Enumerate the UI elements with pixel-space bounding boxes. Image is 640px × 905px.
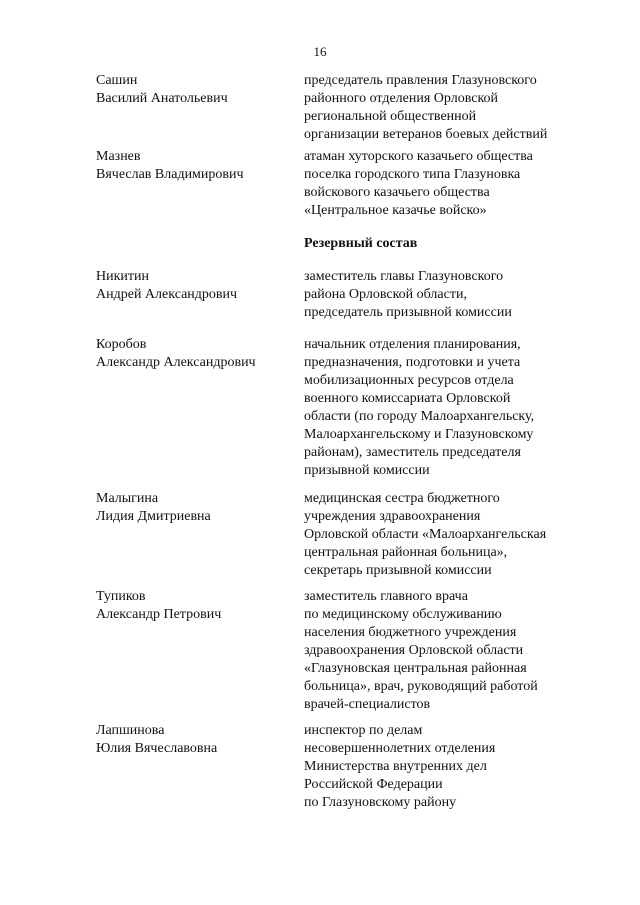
member-given-name: Василий Анатольевич bbox=[96, 91, 228, 106]
member-name bbox=[96, 148, 296, 184]
member-surname: Никитин bbox=[96, 269, 149, 284]
member-name bbox=[96, 588, 296, 624]
member-role: заместитель главного врача по медицинскому обслуживанию населения бюджетного учреждения здравоохранения Орловской области «Глазуновская центральная районная больница», врач, руководящий работой врачей-специалистов bbox=[304, 589, 538, 712]
member-role: председатель правления Глазуновского районного отделения Орловской региональной общественной организации ветеранов боевых действий bbox=[304, 73, 548, 142]
member-surname: Мазнев bbox=[96, 149, 141, 164]
member-surname: Малыгина bbox=[96, 491, 159, 506]
member-name bbox=[96, 722, 296, 758]
member-surname: Коробов bbox=[96, 337, 147, 352]
member-given-name: Андрей Александрович bbox=[96, 287, 238, 302]
member-role: инспектор по делам несовершеннолетних отделения Министерства внутренних дел Российской Федерации по Глазуновскому району bbox=[304, 723, 496, 810]
member-given-name: Александр Александрович bbox=[96, 355, 256, 370]
member-role: начальник отделения планирования, предназначения, подготовки и учета мобилизационных ресурсов отдела военного комиссариата Орловской области (по городу Малоархангельску, Малоархангельскому и Глазуновскому районам), заместитель председателя призывной комиссии bbox=[304, 337, 535, 478]
member-surname: Тупиков bbox=[96, 589, 146, 604]
member-name bbox=[96, 72, 296, 108]
member-role: заместитель главы Глазуновского района Орловской области, председатель призывной комиссии bbox=[304, 269, 512, 320]
member-name bbox=[96, 336, 296, 372]
member-given-name: Лидия Дмитриевна bbox=[96, 509, 211, 524]
member-surname: Сашин bbox=[96, 73, 138, 88]
section-heading: Резервный состав bbox=[304, 236, 418, 251]
member-name bbox=[96, 268, 296, 304]
member-role: медицинская сестра бюджетного учреждения здравоохранения Орловской области «Малоархангельская центральная районная больница», секретарь призывной комиссии bbox=[304, 491, 547, 578]
page-number: 16 bbox=[313, 44, 327, 59]
member-surname: Лапшинова bbox=[96, 723, 165, 738]
member-name bbox=[96, 490, 296, 526]
member-given-name: Вячеслав Владимирович bbox=[96, 167, 244, 182]
member-given-name: Александр Петрович bbox=[96, 607, 222, 622]
member-role: атаман хуторского казачьего общества поселка городского типа Глазуновка войскового казачьего общества «Центральное казачье войско» bbox=[304, 149, 533, 218]
member-given-name: Юлия Вячеславовна bbox=[96, 741, 218, 756]
